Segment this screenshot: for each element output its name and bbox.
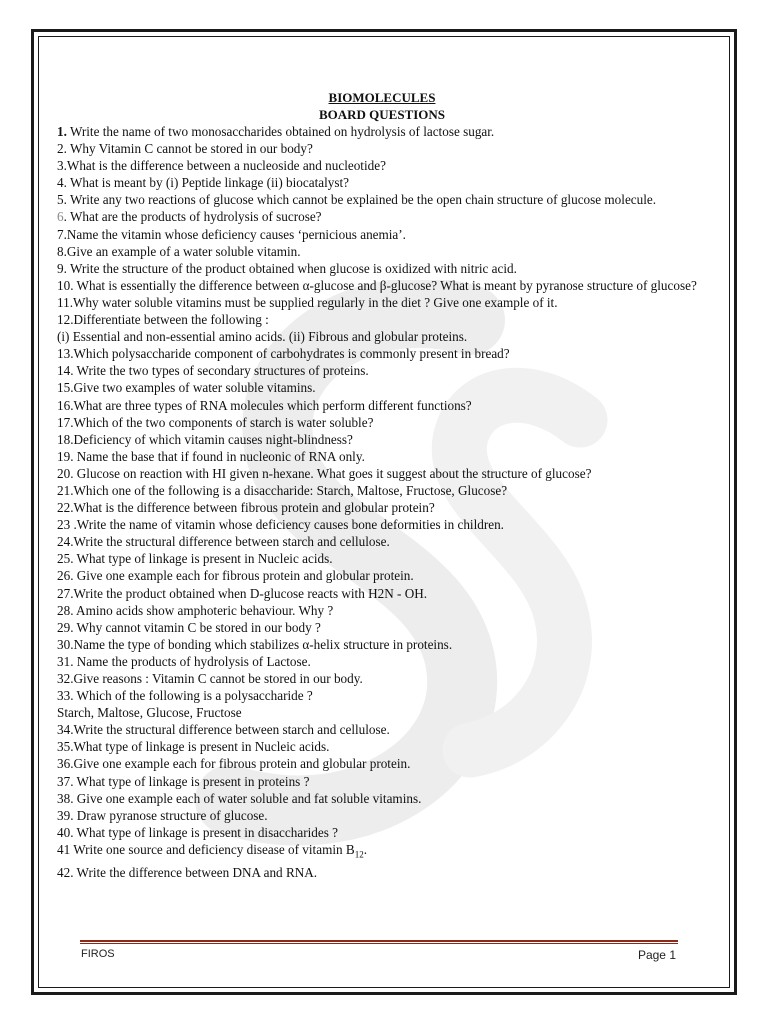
question-text: What are three types of RNA molecules which perform different functions? bbox=[73, 397, 472, 413]
question-item bbox=[57, 864, 707, 881]
question-number: 10. bbox=[57, 277, 74, 293]
question-text: Differentiate between the following : bbox=[73, 312, 269, 328]
footer-rule bbox=[80, 940, 678, 942]
question-item bbox=[57, 619, 707, 636]
question-number: 34. bbox=[57, 722, 74, 738]
question-text: Draw pyranose structure of glucose. bbox=[73, 807, 268, 823]
question-item bbox=[57, 824, 707, 841]
question-text: Name the products of hydrolysis of Lactose. bbox=[73, 653, 311, 669]
question-number: 31. bbox=[57, 653, 74, 669]
question-number: 20. bbox=[57, 465, 74, 481]
question-text: Give an example of a water soluble vitamin. bbox=[66, 243, 301, 259]
question-number: 12. bbox=[57, 312, 74, 328]
question-item bbox=[57, 397, 707, 414]
question-item bbox=[57, 294, 707, 311]
question-text: Write the structural difference between starch and cellulose. bbox=[73, 722, 390, 738]
question-item bbox=[57, 670, 707, 687]
question-text: Write the difference between DNA and RNA. bbox=[73, 864, 318, 880]
question-item bbox=[57, 550, 707, 567]
question-item bbox=[57, 721, 707, 738]
footer-rule-thin bbox=[80, 943, 678, 944]
question-number: 28. bbox=[57, 602, 74, 618]
question-number: 38. bbox=[57, 790, 74, 806]
question-item bbox=[57, 738, 707, 755]
question-text: (i) Essential and non-essential amino acids. (ii) Fibrous and globular proteins. bbox=[57, 329, 468, 345]
question-item bbox=[57, 499, 707, 516]
question-number: 42. bbox=[57, 864, 74, 880]
question-text: Write one source and deficiency disease of vitamin B bbox=[70, 841, 355, 857]
question-text: What is the difference between fibrous protein and globular protein? bbox=[73, 500, 435, 516]
question-text: Amino acids show amphoteric behaviour. Why ? bbox=[73, 602, 334, 618]
question-item bbox=[57, 157, 707, 174]
question-number: 39. bbox=[57, 807, 74, 823]
question-text: Which one of the following is a disaccharide: Starch, Maltose, Fructose, Glucose? bbox=[73, 482, 508, 498]
question-item bbox=[57, 260, 707, 277]
question-text: Give one example each for fibrous protein and globular protein. bbox=[73, 756, 411, 772]
question-number: 7. bbox=[57, 226, 67, 242]
question-item bbox=[57, 311, 707, 328]
question-text: Name the type of bonding which stabilizes α-helix structure in proteins. bbox=[73, 636, 453, 652]
question-number: 15. bbox=[57, 380, 74, 396]
question-item bbox=[57, 704, 707, 721]
question-text: Name the vitamin whose deficiency causes ‘pernicious anemia’. bbox=[66, 226, 406, 242]
question-text: Write the name of two monosaccharides obtained on hydrolysis of lactose sugar. bbox=[66, 124, 495, 139]
question-item bbox=[57, 653, 707, 670]
question-number: 16. bbox=[57, 397, 74, 413]
question-number: 8. bbox=[57, 243, 67, 259]
question-item bbox=[57, 448, 707, 465]
question-item bbox=[57, 379, 707, 396]
question-item bbox=[57, 328, 707, 345]
footer-page-number: Page 1 bbox=[637, 948, 676, 962]
question-number: 18. bbox=[57, 431, 74, 447]
question-item bbox=[57, 773, 707, 790]
questions-content bbox=[57, 89, 707, 881]
question-text: Give reasons : Vitamin C cannot be stored in our body. bbox=[73, 671, 363, 686]
question-number: 35. bbox=[57, 739, 74, 755]
question-number: 14. bbox=[57, 363, 74, 379]
question-text: Deficiency of which vitamin causes night-blindness? bbox=[73, 431, 353, 447]
question-number: 30. bbox=[57, 636, 74, 652]
question-number: 22. bbox=[57, 500, 74, 516]
question-text: Glucose on reaction with HI given n-hexane. What goes it suggest about the structure of glucose? bbox=[73, 465, 592, 481]
question-item bbox=[57, 431, 707, 448]
question-item bbox=[57, 482, 707, 499]
question-item bbox=[57, 516, 707, 533]
question-item bbox=[57, 345, 707, 362]
question-item bbox=[57, 208, 707, 225]
question-text: Why water soluble vitamins must be supplied regularly in the diet ? Give one example of it. bbox=[73, 294, 558, 310]
question-number: 32. bbox=[57, 671, 74, 686]
question-number: 2. bbox=[57, 141, 67, 157]
question-item bbox=[57, 226, 707, 243]
document-title: BIOMOLECULES bbox=[328, 90, 436, 105]
question-number: 27. bbox=[57, 585, 74, 601]
question-list bbox=[57, 123, 707, 881]
question-tail: . bbox=[363, 841, 367, 857]
question-number: 11. bbox=[57, 294, 73, 310]
question-subscript: 12 bbox=[354, 849, 364, 860]
question-text: Which polysaccharide component of carbohydrates is commonly present in bread? bbox=[73, 346, 510, 362]
question-number: 1. bbox=[57, 124, 67, 139]
question-text: What type of linkage is present in disaccharides ? bbox=[73, 824, 339, 840]
question-text: Give one example each for fibrous protein and globular protein. bbox=[73, 568, 414, 584]
question-text: What type of linkage is present in Nucleic acids. bbox=[73, 739, 330, 755]
question-item bbox=[57, 533, 707, 550]
question-item bbox=[57, 841, 707, 864]
question-number: 5. bbox=[57, 192, 67, 208]
question-item bbox=[57, 362, 707, 379]
question-text: Why Vitamin C cannot be stored in our body? bbox=[66, 141, 313, 157]
question-item bbox=[57, 414, 707, 431]
question-text: What is meant by (i) Peptide linkage (ii) biocatalyst? bbox=[66, 175, 349, 191]
question-number: 33. bbox=[57, 688, 74, 704]
footer-author: FIROS bbox=[81, 948, 115, 960]
question-number: 41 bbox=[57, 841, 71, 857]
question-text: Write the product obtained when D-glucose reacts with H2N - OH. bbox=[73, 585, 428, 601]
question-item bbox=[57, 567, 707, 584]
question-text: Write the two types of secondary structures of proteins. bbox=[73, 363, 369, 379]
question-text: Give one example each of water soluble and fat soluble vitamins. bbox=[73, 790, 422, 806]
question-item bbox=[57, 243, 707, 260]
question-text: Write the structural difference between starch and cellulose. bbox=[73, 534, 390, 550]
question-text: Write the structure of the product obtained when glucose is oxidized with nitric acid. bbox=[66, 260, 517, 276]
question-item bbox=[57, 585, 707, 602]
question-item bbox=[57, 602, 707, 619]
question-item bbox=[57, 790, 707, 807]
question-number: 25. bbox=[57, 551, 74, 567]
question-item bbox=[57, 636, 707, 653]
question-item bbox=[57, 174, 707, 191]
question-item bbox=[57, 191, 707, 208]
question-number: 3. bbox=[57, 158, 67, 174]
question-text: What is the difference between a nucleoside and nucleotide? bbox=[66, 158, 386, 174]
question-number: 4. bbox=[57, 175, 67, 191]
question-text: Which of the two components of starch is water soluble? bbox=[73, 414, 374, 430]
question-number: 23 bbox=[57, 517, 71, 533]
question-number: 6 bbox=[57, 209, 64, 225]
question-item bbox=[57, 755, 707, 772]
question-number: 21. bbox=[57, 482, 74, 498]
question-item bbox=[57, 140, 707, 157]
question-number: 13. bbox=[57, 346, 74, 362]
question-item bbox=[57, 465, 707, 482]
document-subtitle: BOARD QUESTIONS bbox=[318, 107, 446, 122]
question-item bbox=[57, 807, 707, 824]
question-text: Give two examples of water soluble vitamins. bbox=[73, 380, 316, 396]
question-text: Write any two reactions of glucose which cannot be explained be the open chain structure of glucose molecule. bbox=[66, 192, 657, 208]
question-text: Why cannot vitamin C be stored in our body ? bbox=[73, 619, 321, 635]
question-item bbox=[57, 687, 707, 704]
question-text: . What are the products of hydrolysis of sucrose? bbox=[63, 209, 322, 225]
question-text: What type of linkage is present in proteins ? bbox=[73, 773, 310, 789]
question-number: 29. bbox=[57, 619, 74, 635]
question-number: 37. bbox=[57, 773, 74, 789]
question-number: 40. bbox=[57, 824, 74, 840]
question-item bbox=[57, 277, 707, 294]
question-number: 19. bbox=[57, 448, 74, 464]
question-number: 26. bbox=[57, 568, 74, 584]
question-number: 24. bbox=[57, 534, 74, 550]
question-text: .Write the name of vitamin whose deficiency causes bone deformities in children. bbox=[70, 517, 504, 533]
question-number: 17. bbox=[57, 414, 74, 430]
question-number: 9. bbox=[57, 260, 67, 276]
question-text: Which of the following is a polysaccharide ? bbox=[73, 688, 313, 704]
question-text: Name the base that if found in nucleonic of RNA only. bbox=[73, 448, 365, 464]
question-text: What is essentially the difference between α-glucose and β-glucose? What is meant by pyranose structure of glucose? bbox=[73, 277, 697, 293]
question-text: Starch, Maltose, Glucose, Fructose bbox=[57, 705, 242, 721]
question-number: 36. bbox=[57, 756, 74, 772]
question-text: What type of linkage is present in Nucleic acids. bbox=[73, 551, 333, 567]
question-item bbox=[57, 123, 707, 140]
